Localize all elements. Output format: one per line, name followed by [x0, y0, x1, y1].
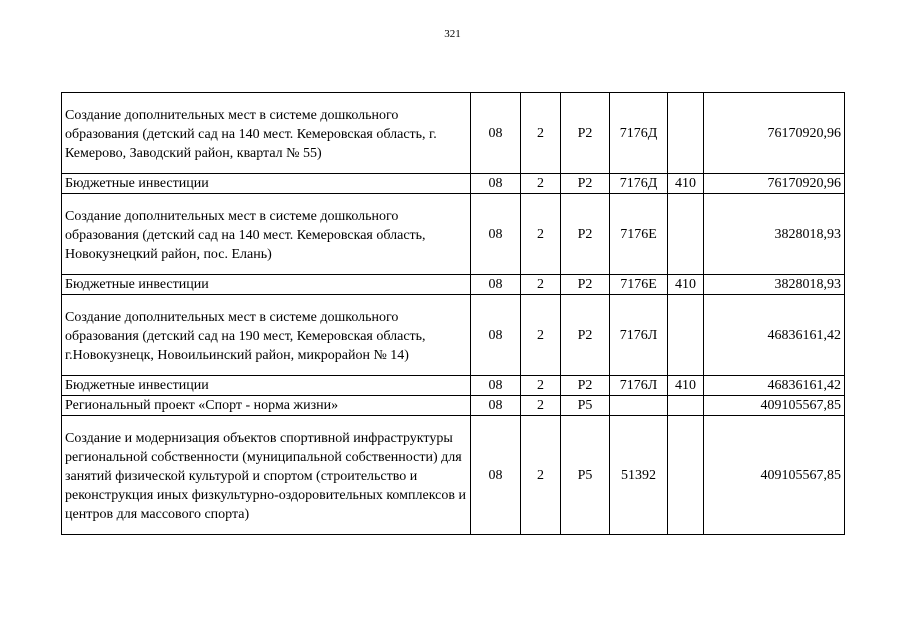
- row-name: Создание дополнительных мест в системе дошкольного образования (детский сад на 140 мест. Кемеровская область, Новокузнецкий район, пос. Елань): [62, 194, 471, 275]
- row-code: 7176E: [610, 275, 668, 295]
- row-name: Бюджетные инвестиции: [62, 174, 471, 194]
- row-section: 08: [471, 376, 521, 396]
- row-code: 7176E: [610, 194, 668, 275]
- row-project: P5: [561, 396, 610, 416]
- row-type: [668, 416, 704, 535]
- row-name: Создание дополнительных мест в системе дошкольного образования (детский сад на 190 мест, Кемеровская область, г.Новокузнецк, Новоильинский район, микрорайон № 14): [62, 295, 471, 376]
- row-name: Региональный проект «Спорт - норма жизни»: [62, 396, 471, 416]
- row-code: 7176Д: [610, 174, 668, 194]
- table-row: [62, 275, 845, 295]
- row-section: 08: [471, 295, 521, 376]
- row-code: [610, 396, 668, 416]
- table-row: [62, 416, 845, 535]
- row-section: 08: [471, 275, 521, 295]
- row-project: P2: [561, 275, 610, 295]
- row-type: [668, 396, 704, 416]
- table-row: [62, 93, 845, 174]
- row-amount: 46836161,42: [704, 295, 845, 376]
- row-amount: 3828018,93: [704, 194, 845, 275]
- table-row: [62, 295, 845, 376]
- row-section: 08: [471, 93, 521, 174]
- row-name: Бюджетные инвестиции: [62, 376, 471, 396]
- row-section: 08: [471, 396, 521, 416]
- row-amount: 76170920,96: [704, 93, 845, 174]
- row-section: 08: [471, 194, 521, 275]
- row-type: 410: [668, 174, 704, 194]
- row-section: 08: [471, 416, 521, 535]
- row-amount: 409105567,85: [704, 416, 845, 535]
- row-project: P2: [561, 376, 610, 396]
- row-section: 08: [471, 174, 521, 194]
- row-code: 7176Л: [610, 295, 668, 376]
- row-project: P2: [561, 295, 610, 376]
- row-project: P2: [561, 93, 610, 174]
- row-type: [668, 93, 704, 174]
- row-subsection: 2: [521, 295, 561, 376]
- row-amount: 76170920,96: [704, 174, 845, 194]
- row-subsection: 2: [521, 174, 561, 194]
- row-subsection: 2: [521, 194, 561, 275]
- table-row: [62, 396, 845, 416]
- row-name: Создание дополнительных мест в системе дошкольного образования (детский сад на 140 мест. Кемеровская область, г. Кемерово, Заводский район, квартал № 55): [62, 93, 471, 174]
- row-subsection: 2: [521, 275, 561, 295]
- row-type: [668, 194, 704, 275]
- row-amount: 3828018,93: [704, 275, 845, 295]
- row-amount: 46836161,42: [704, 376, 845, 396]
- row-name: Создание и модернизация объектов спортивной инфраструктуры региональной собственности (муниципальной собственности) для занятий физической культурой и спортом (строительство и реконструкция иных физкультурно-оздоровительных комплексов и центров для массового спорта): [62, 416, 471, 535]
- row-subsection: 2: [521, 93, 561, 174]
- table-row: [62, 376, 845, 396]
- row-project: P5: [561, 416, 610, 535]
- row-type: [668, 295, 704, 376]
- row-subsection: 2: [521, 396, 561, 416]
- table-row: [62, 194, 845, 275]
- row-type: 410: [668, 275, 704, 295]
- row-amount: 409105567,85: [704, 396, 845, 416]
- page-number: 321: [444, 28, 461, 40]
- row-code: 51392: [610, 416, 668, 535]
- row-subsection: 2: [521, 376, 561, 396]
- row-project: P2: [561, 194, 610, 275]
- row-name: Бюджетные инвестиции: [62, 275, 471, 295]
- row-subsection: 2: [521, 416, 561, 535]
- row-type: 410: [668, 376, 704, 396]
- budget-table: [61, 92, 845, 535]
- table-row: [62, 174, 845, 194]
- row-project: P2: [561, 174, 610, 194]
- row-code: 7176Л: [610, 376, 668, 396]
- row-code: 7176Д: [610, 93, 668, 174]
